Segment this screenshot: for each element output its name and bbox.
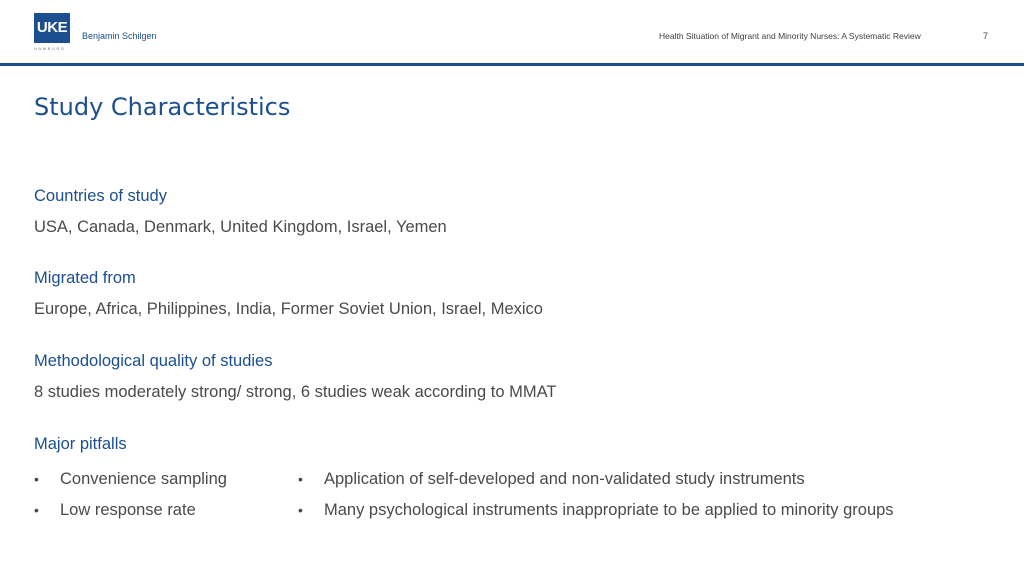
bullet-icon: • (298, 502, 303, 518)
list-item (34, 499, 227, 530)
list-item (34, 468, 227, 499)
section-body-methodological-quality: 8 studies moderately strong/ strong, 6 studies weak according to MMAT (34, 383, 557, 401)
header-divider (0, 63, 1024, 66)
section-heading-migrated-from: Migrated from (34, 269, 136, 287)
bullet-icon: • (34, 502, 39, 518)
section-heading-major-pitfalls: Major pitfalls (34, 435, 127, 453)
uke-logo (34, 13, 70, 53)
bullet-icon: • (34, 471, 39, 487)
bullet-icon: • (298, 471, 303, 487)
section-heading-countries: Countries of study (34, 187, 167, 205)
list-item-text: Application of self-developed and non-validated study instruments (324, 470, 805, 488)
slide-header (0, 0, 1024, 66)
section-heading-methodological-quality: Methodological quality of studies (34, 352, 273, 370)
list-item-text: Low response rate (60, 501, 196, 519)
page-number: 7 (983, 31, 989, 41)
list-item-text: Many psychological instruments inappropriate to be applied to minority groups (324, 501, 894, 519)
list-item (298, 499, 894, 530)
pitfalls-list-right (298, 468, 894, 530)
presentation-title: Health Situation of Migrant and Minority Nurses: A Systematic Review (659, 31, 921, 41)
uke-logo-subtext: HAMBURG (34, 46, 66, 51)
section-body-migrated-from: Europe, Africa, Philippines, India, Former Soviet Union, Israel, Mexico (34, 300, 543, 318)
pitfalls-list-left (34, 468, 227, 530)
list-item (298, 468, 894, 499)
author-name: Benjamin Schilgen (82, 31, 157, 41)
list-item-text: Convenience sampling (60, 470, 227, 488)
uke-logo-mark: UKE (34, 13, 70, 43)
slide-title: Study Characteristics (34, 93, 291, 121)
section-body-countries: USA, Canada, Denmark, United Kingdom, Israel, Yemen (34, 218, 447, 236)
